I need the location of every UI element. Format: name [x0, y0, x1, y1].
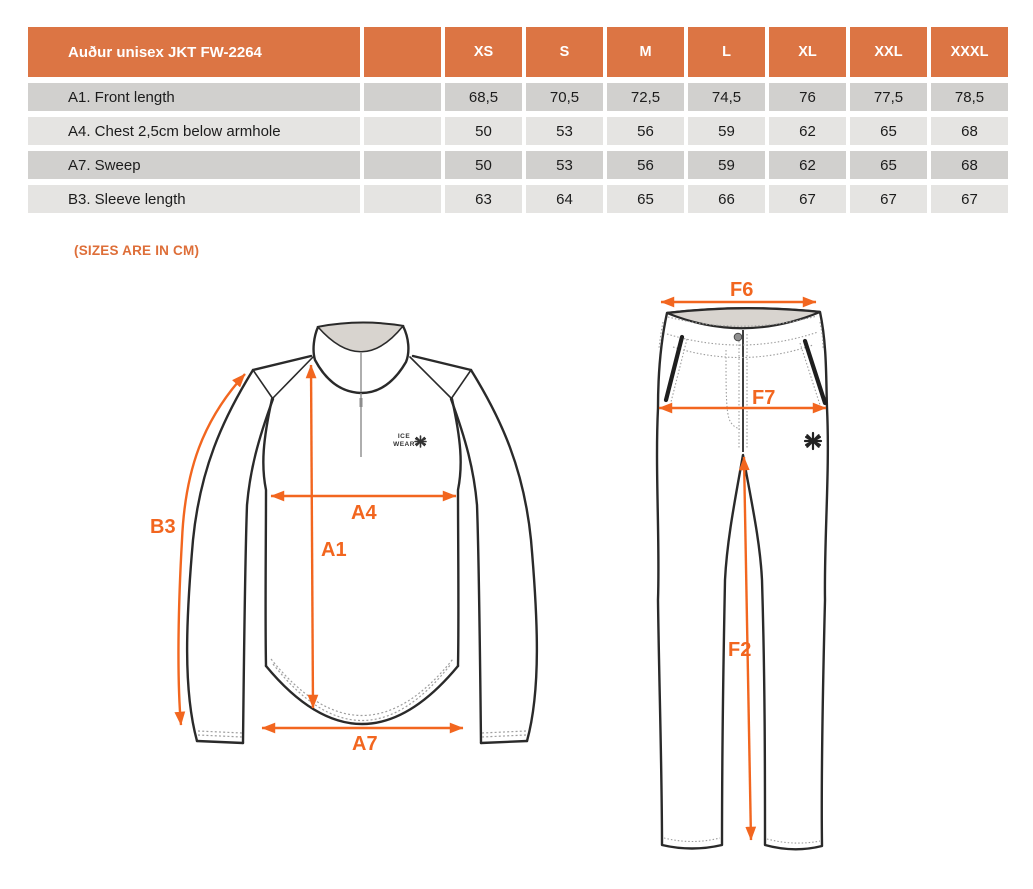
- size-column-header-m: M: [607, 27, 684, 77]
- logo-line2: WEAR: [393, 441, 415, 448]
- size-value: 53: [526, 117, 603, 145]
- label-f6: F6: [730, 279, 754, 301]
- jacket-diagram: [150, 323, 537, 755]
- label-a1: A1: [321, 539, 347, 561]
- size-value: 56: [607, 151, 684, 179]
- size-column-header-xxxl: XXXL: [931, 27, 1008, 77]
- row-label-sweep: A7. Sweep: [28, 151, 360, 179]
- label-f2: F2: [728, 639, 752, 661]
- size-column-header-s: S: [526, 27, 603, 77]
- label-b3: B3: [150, 516, 176, 538]
- snowflake-icon: [415, 436, 426, 447]
- row-label-chest: A4. Chest 2,5cm below armhole: [28, 117, 360, 145]
- size-value: 65: [850, 117, 927, 145]
- size-value: 53: [526, 151, 603, 179]
- size-value: 74,5: [688, 83, 765, 111]
- label-a7: A7: [352, 733, 378, 755]
- table-title: Auður unisex JKT FW-2264: [28, 27, 360, 77]
- jacket-left-sleeve: [187, 370, 273, 743]
- size-value: 64: [526, 185, 603, 213]
- size-column-header-xl: XL: [769, 27, 846, 77]
- jacket-body: [263, 357, 460, 724]
- size-value: 62: [769, 117, 846, 145]
- size-value: 59: [688, 151, 765, 179]
- size-value: 66: [688, 185, 765, 213]
- jacket-right-sleeve: [451, 370, 537, 743]
- size-value: 50: [445, 117, 522, 145]
- size-value: 67: [769, 185, 846, 213]
- size-value: 68: [931, 151, 1008, 179]
- size-value: 76: [769, 83, 846, 111]
- size-value: 70,5: [526, 83, 603, 111]
- row-label-front-length: A1. Front length: [28, 83, 360, 111]
- size-value: 72,5: [607, 83, 684, 111]
- size-value: 65: [607, 185, 684, 213]
- size-value: 67: [931, 185, 1008, 213]
- size-value: 65: [850, 151, 927, 179]
- label-f7: F7: [752, 387, 776, 409]
- logo-line1: ICE: [397, 433, 411, 440]
- waist-button: [734, 333, 742, 341]
- size-value: 77,5: [850, 83, 927, 111]
- size-column-header-xxl: XXL: [850, 27, 927, 77]
- label-a4: A4: [351, 502, 377, 524]
- size-value: 56: [607, 117, 684, 145]
- size-value: 63: [445, 185, 522, 213]
- size-value: 50: [445, 151, 522, 179]
- size-value: 78,5: [931, 83, 1008, 111]
- size-column-header-xs: XS: [445, 27, 522, 77]
- size-value: 68,5: [445, 83, 522, 111]
- size-value: 68: [931, 117, 1008, 145]
- size-value: 67: [850, 185, 927, 213]
- size-value: 59: [688, 117, 765, 145]
- sizes-unit-note: (SIZES ARE IN CM): [74, 243, 200, 258]
- snowflake-icon: [805, 433, 821, 449]
- row-label-sleeve-length: B3. Sleeve length: [28, 185, 360, 213]
- size-column-header-l: L: [688, 27, 765, 77]
- size-value: 62: [769, 151, 846, 179]
- pants-diagram: [657, 279, 828, 849]
